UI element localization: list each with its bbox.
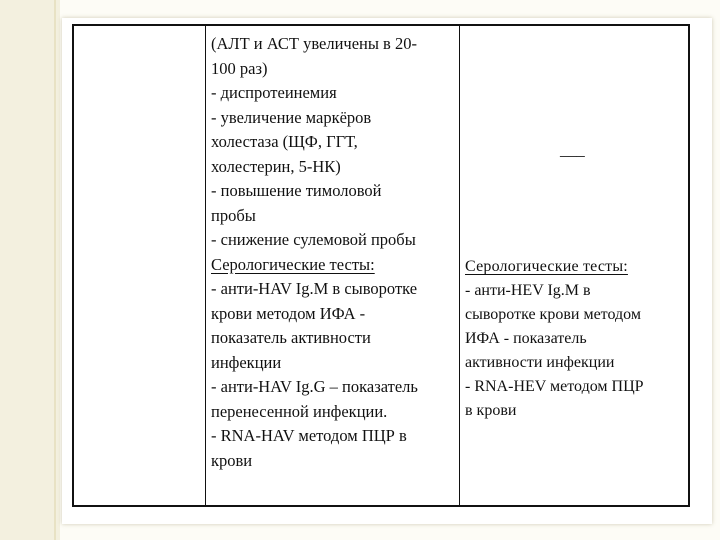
hav-line: - снижение сулемовой пробы bbox=[211, 230, 416, 249]
hav-line: (АЛТ и АСТ увеличены в 20- bbox=[211, 34, 417, 53]
hev-cell bbox=[465, 255, 690, 423]
hav-serology-line: крови bbox=[211, 450, 253, 470]
hev-serology-line: в крови bbox=[465, 402, 517, 419]
hev-serology-title: Серологические тесты: bbox=[465, 258, 628, 275]
left-decoration-line bbox=[54, 0, 56, 540]
hav-serology-title: Серологические тесты: bbox=[211, 254, 375, 274]
hav-cell bbox=[211, 32, 457, 473]
hav-line: - диспротеинемия bbox=[211, 83, 337, 102]
hev-serology-line: сыворотке крови методом bbox=[465, 306, 641, 323]
hav-line: пробы bbox=[211, 205, 256, 225]
hav-serology-line: перенесенной инфекции. bbox=[211, 401, 388, 421]
hav-line: - повышение тимоловой bbox=[211, 181, 382, 200]
left-decoration-band bbox=[0, 0, 60, 540]
hev-empty-dash: ___ bbox=[560, 140, 585, 159]
hav-serology-line: - анти-HAV Ig.M в сыворотке bbox=[211, 279, 418, 298]
hav-serology-line: - RNA-HAV методом ПЦР в bbox=[211, 426, 407, 445]
hev-serology-line: ИФА - показатель bbox=[465, 330, 587, 347]
hav-line: 100 раз) bbox=[211, 58, 268, 78]
hev-serology-line: - анти-HEV Ig.M в bbox=[465, 282, 591, 299]
comparison-table bbox=[72, 24, 690, 507]
hav-line: холестерин, 5-НК) bbox=[211, 156, 341, 176]
hav-serology-line: крови методом ИФА - bbox=[211, 303, 366, 323]
hav-serology-line: показатель активности bbox=[211, 328, 371, 347]
hev-serology-line: - RNA-HEV методом ПЦР bbox=[465, 378, 644, 395]
hav-serology-line: инфекции bbox=[211, 352, 282, 372]
hav-serology-line: - анти-HAV Ig.G – показатель bbox=[211, 377, 418, 396]
column-divider-1 bbox=[205, 26, 206, 505]
hav-line: - увеличение маркёров bbox=[211, 107, 372, 127]
hav-line: холестаза (ЩФ, ГГТ, bbox=[211, 132, 358, 151]
hev-serology-line: активности инфекции bbox=[465, 354, 615, 371]
column-divider-2 bbox=[459, 26, 460, 505]
